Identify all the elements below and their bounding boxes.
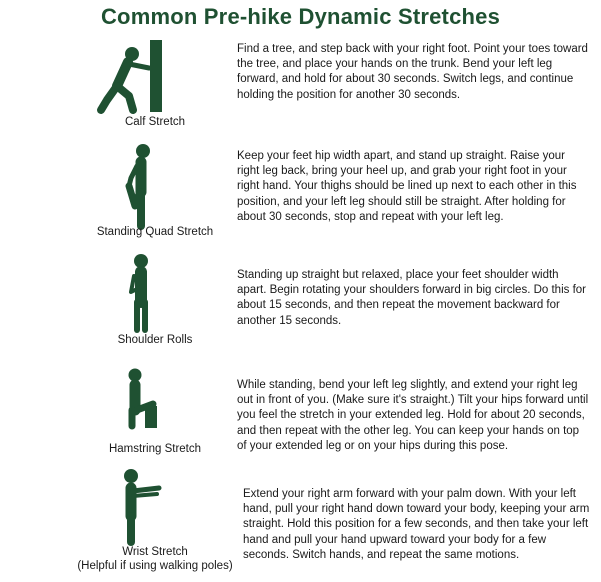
stretch-name: Standing Quad Stretch [96, 226, 214, 238]
page-title: Common Pre-hike Dynamic Stretches [100, 4, 501, 29]
stretch-name: Wrist Stretch [122, 546, 188, 558]
stretch-calf [0, 38, 601, 138]
stretch-wrist [0, 466, 601, 582]
stretch-description: Standing up straight but relaxed, place your feet shoulder width apart. Begin rotating your shoulders forward in big circles. Do this for about 15 seconds, and then repeat the movement backward for another 15 seconds. [237, 269, 586, 327]
stretch-description: Keep your feet hip width apart, and stand up straight. Raise your right leg back, bring your heel up, and grab your right foot in your right hand. Your thighs should be lined up next to each other in this position, and your left leg should still be straight. After holding for about 30 seconds, stop and repeat with your left leg. [237, 150, 577, 223]
stretch-description: Extend your right arm forward with your palm down. With your left hand, pull your right hand down toward your body, keeping your arm straight. Hold this position for a few seconds, and then take your left hand and pull your hand upward toward your body for a few seconds. Switch hands, and repeat the same motions. [243, 488, 590, 561]
wrist-stretch-figure-icon [95, 466, 205, 556]
stretch-description: While standing, bend your left leg slightly, and extend your right leg out in front of you. (Make sure it's straight.) Tilt your hips forward until you feel the stretch in your extended leg. Hold for about 20 seconds, and then repeat with the other leg. You can keep your hands on top of your extended leg or on your hips during this pose. [237, 379, 589, 452]
standing-quad-stretch-figure-icon [95, 140, 205, 230]
stretch-subname: (Helpful if using walking poles) [77, 560, 233, 572]
shoulder-rolls-figure-icon [95, 252, 205, 342]
stretch-description: Find a tree, and step back with your right foot. Point your toes toward the tree, and place your hands on the trunk. Bend your left leg forward, and hold for about 30 seconds. Switch legs, and continue holding the position for another 30 seconds. [237, 43, 588, 101]
stretch-name: Hamstring Stretch [108, 443, 202, 455]
stretch-shoulder-rolls [0, 252, 601, 352]
stretch-quad [0, 140, 601, 250]
stretch-name: Shoulder Rolls [117, 334, 193, 346]
stretch-hamstring [0, 360, 601, 465]
stretch-name: Calf Stretch [124, 116, 186, 128]
